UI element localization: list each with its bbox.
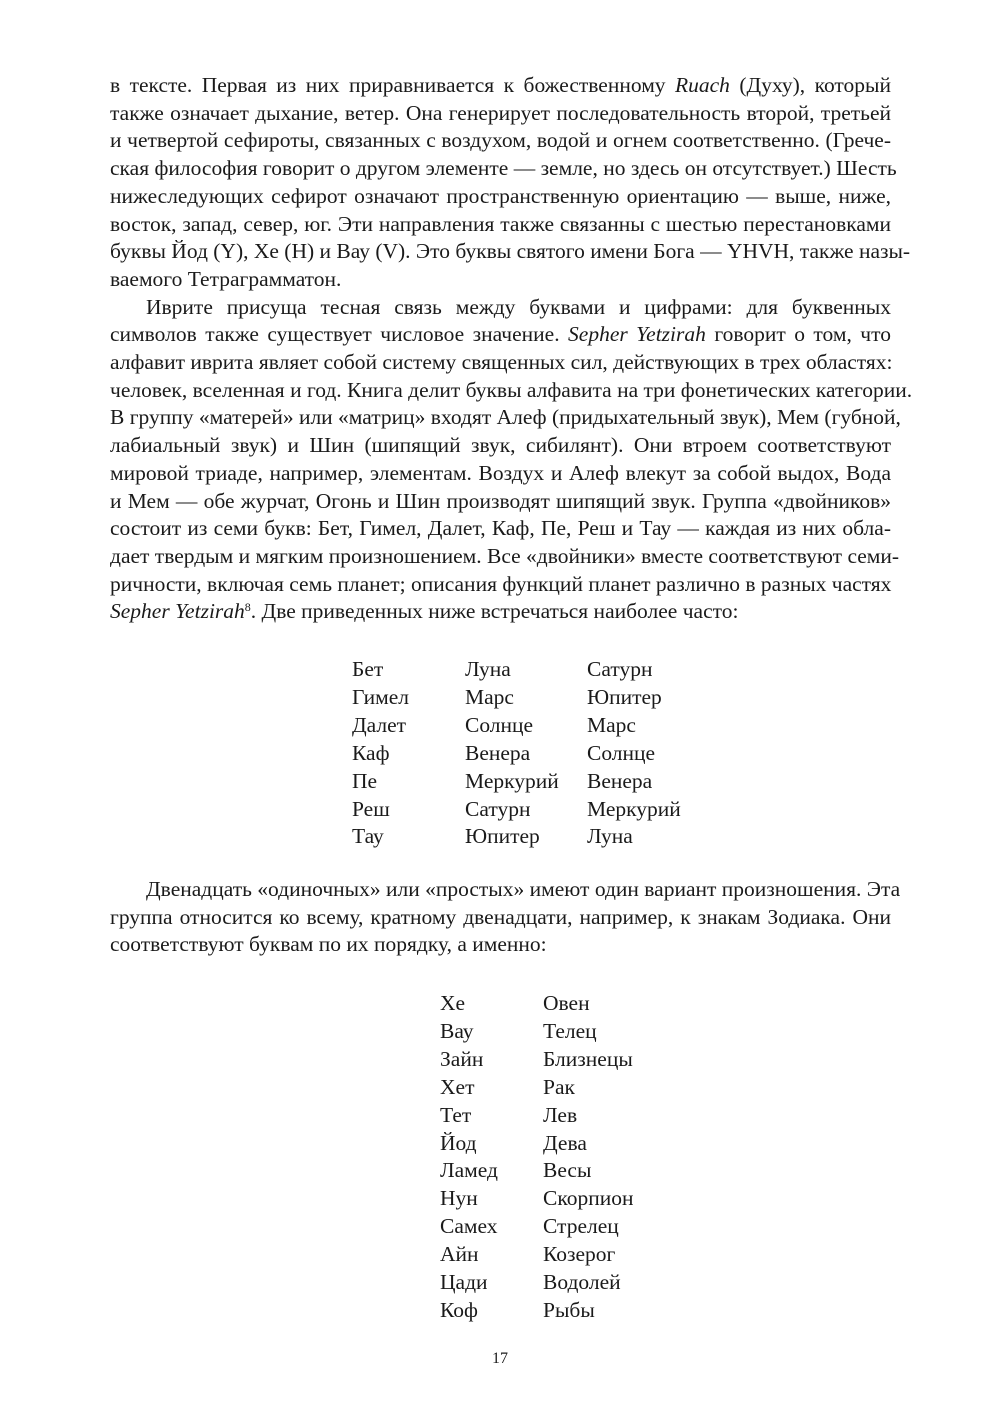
zodiac-row <box>440 990 633 1018</box>
table-cell: Йод <box>440 1130 477 1155</box>
table-cell: Близнецы <box>543 1046 633 1071</box>
table-cell: Марс <box>465 684 514 709</box>
text-line <box>110 349 891 377</box>
footnote-marker: 8 <box>244 600 251 615</box>
table-cell: Венера <box>465 740 531 765</box>
table-cell: Скорпион <box>543 1186 634 1211</box>
text-line <box>110 183 891 211</box>
text-run: символов также существует числовое значение. <box>110 322 569 347</box>
table-cell: Ламед <box>440 1158 498 1183</box>
text-line <box>110 515 891 543</box>
table-cell: Хет <box>440 1074 475 1099</box>
table-cell: Меркурий <box>587 796 681 821</box>
table-cell: Козерог <box>543 1242 616 1267</box>
text-run: ваемого Тетраграмматон. <box>110 266 342 291</box>
table-cell: Айн <box>440 1242 479 1267</box>
text-line <box>110 460 891 488</box>
text-run: Иврите присуща тесная связь между буквами и цифрами: для буквенных <box>146 294 891 319</box>
table-cell: Юпитер <box>465 824 540 849</box>
zodiac-row <box>440 1130 633 1158</box>
text-run: соответствуют буквам по их порядку, а именно: <box>110 932 547 957</box>
table-cell: Лев <box>543 1102 578 1127</box>
text-line <box>110 100 891 128</box>
table-cell: Хе <box>440 991 466 1015</box>
table-cell: Овен <box>543 991 590 1015</box>
text-line <box>110 321 891 349</box>
table-cell: Солнце <box>587 740 656 765</box>
text-run: также означает дыхание, ветер. Она генерирует последовательность второй, третьей <box>110 100 891 125</box>
table-cell: Бет <box>352 657 384 681</box>
planets-table <box>352 656 681 851</box>
planet-row <box>352 712 681 740</box>
text-line <box>110 155 897 183</box>
zodiac-row <box>440 1102 633 1130</box>
planet-row <box>352 656 681 684</box>
text-line <box>110 266 891 294</box>
table-cell: Сатурн <box>587 657 653 681</box>
table-cell: Луна <box>587 824 633 849</box>
table-cell: Рак <box>543 1074 575 1099</box>
page-body <box>110 72 913 626</box>
text-run: говорит о том, что <box>705 322 891 347</box>
text-line <box>110 488 891 516</box>
planet-row <box>352 768 681 796</box>
zodiac-row <box>440 1241 633 1269</box>
text-line <box>110 876 901 904</box>
paragraph-2 <box>110 294 913 626</box>
table-cell: Гимел <box>352 684 409 709</box>
text-run: ричности, включая семь планет; описания функций планет различно в разных частях <box>110 571 892 596</box>
text-run: и Мем — обе журчат, Огонь и Шин производят шипящий звук. Группа «двойников» <box>110 488 891 513</box>
zodiac-row <box>440 1185 633 1213</box>
italic-title: Ruach <box>675 73 730 97</box>
table-cell: Телец <box>543 1018 597 1043</box>
zodiac-table <box>440 990 633 1325</box>
paragraph-1 <box>110 72 911 294</box>
table-cell: Луна <box>465 657 511 681</box>
zodiac-row <box>440 1074 633 1102</box>
text-line <box>110 377 913 405</box>
table-cell: Реш <box>352 796 390 821</box>
table-cell: Юпитер <box>587 684 662 709</box>
zodiac-row <box>440 1213 633 1241</box>
text-run: лабиальный звук) и Шин (шипящий звук, сибилянт). Они втроем соответствуют <box>110 433 891 458</box>
text-line <box>110 543 900 571</box>
table-cell: Зайн <box>440 1046 484 1071</box>
table-cell: Тет <box>440 1102 472 1127</box>
text-run: буквы Йод (Y), Хе (H) и Вау (V). Это буквы святого имени Бога — YHVH, также назы- <box>110 239 911 264</box>
italic-title: Sepher Yetzirah <box>568 322 706 347</box>
zodiac-row <box>440 1046 633 1074</box>
italic-title: Sepher Yetzirah <box>110 599 245 624</box>
text-line <box>110 294 891 322</box>
text-run: В группу «матерей» или «матриц» входят Алеф (придыхательный звук), Мем (губной, <box>110 405 901 430</box>
text-run: состоит из семи букв: Бет, Гимел, Далет, Каф, Пе, Реш и Тау — каждая из них обла- <box>110 516 891 541</box>
table-cell: Венера <box>587 768 653 793</box>
table-cell: Самех <box>440 1214 498 1239</box>
table-cell: Нун <box>440 1186 478 1211</box>
table-cell: Дева <box>543 1130 587 1155</box>
zodiac-row <box>440 1018 633 1046</box>
table-cell: Рыбы <box>543 1297 595 1322</box>
planet-row <box>352 823 681 851</box>
text-run: Двенадцать «одиночных» или «простых» имеют один вариант произношения. Эта <box>146 877 901 901</box>
table-cell: Весы <box>543 1158 592 1183</box>
table-cell: Коф <box>440 1297 478 1322</box>
text-run: мировой триаде, например, элементам. Воздух и Алеф влекут за собой выдох, Вода <box>110 460 891 485</box>
text-line <box>110 211 891 239</box>
table-cell: Цади <box>440 1270 488 1295</box>
text-line <box>110 571 891 599</box>
text-line <box>110 598 891 626</box>
planet-row <box>352 796 681 824</box>
text-line <box>110 432 891 460</box>
table-cell: Далет <box>352 712 407 737</box>
text-run: алфавит иврита являет собой систему священных сил, действующих в трех областях: <box>110 350 893 375</box>
table-cell: Марс <box>587 712 636 737</box>
text-line <box>110 404 901 432</box>
text-run: нижеследующих сефирот означают пространственную ориентацию — выше, ниже, <box>110 183 891 208</box>
table-cell: Тау <box>352 824 384 849</box>
text-run: ская философия говорит о другом элементе — земле, но здесь он отсутствует.) Шесть <box>110 156 897 181</box>
table-cell: Стрелец <box>543 1214 619 1239</box>
table-cell: Солнце <box>465 712 534 737</box>
table-cell: Сатурн <box>465 796 531 821</box>
table-cell: Вау <box>440 1018 474 1043</box>
text-run: и четвертой сефироты, связанных с воздухом, водой и огнем соответственно. (Грече- <box>110 128 891 153</box>
text-line <box>110 238 911 266</box>
planet-row <box>352 684 681 712</box>
text-line <box>110 931 891 959</box>
text-run: восток, запад, север, юг. Эти направления также связанны с шестью перестановками <box>110 211 891 236</box>
table-cell: Меркурий <box>465 768 559 793</box>
page-number: 17 <box>492 1350 508 1367</box>
planet-row <box>352 740 681 768</box>
text-run: дает твердым и мягким произношением. Все «двойники» вместе соответствуют семи- <box>110 543 900 568</box>
text-line <box>110 127 891 155</box>
zodiac-row <box>440 1297 633 1325</box>
text-run: (Духу), который <box>729 73 891 97</box>
zodiac-row <box>440 1269 633 1297</box>
table-cell: Пе <box>352 768 378 793</box>
zodiac-row <box>440 1157 633 1185</box>
text-run: группа относится ко всему, кратному двенадцати, например, к знакам Зодиака. Они <box>110 904 891 929</box>
table-cell: Каф <box>352 740 390 765</box>
text-run: человек, вселенная и год. Книга делит буквы алфавита на три фонетических категории. <box>110 377 913 402</box>
text-run: . Две приведенных ниже встречаться наиболее часто: <box>250 599 739 624</box>
paragraph-3 <box>110 876 901 959</box>
table-cell: Водолей <box>543 1270 621 1295</box>
text-run: в тексте. Первая из них приравнивается к божественному <box>110 73 675 97</box>
text-line <box>110 72 891 100</box>
text-line <box>110 904 891 932</box>
